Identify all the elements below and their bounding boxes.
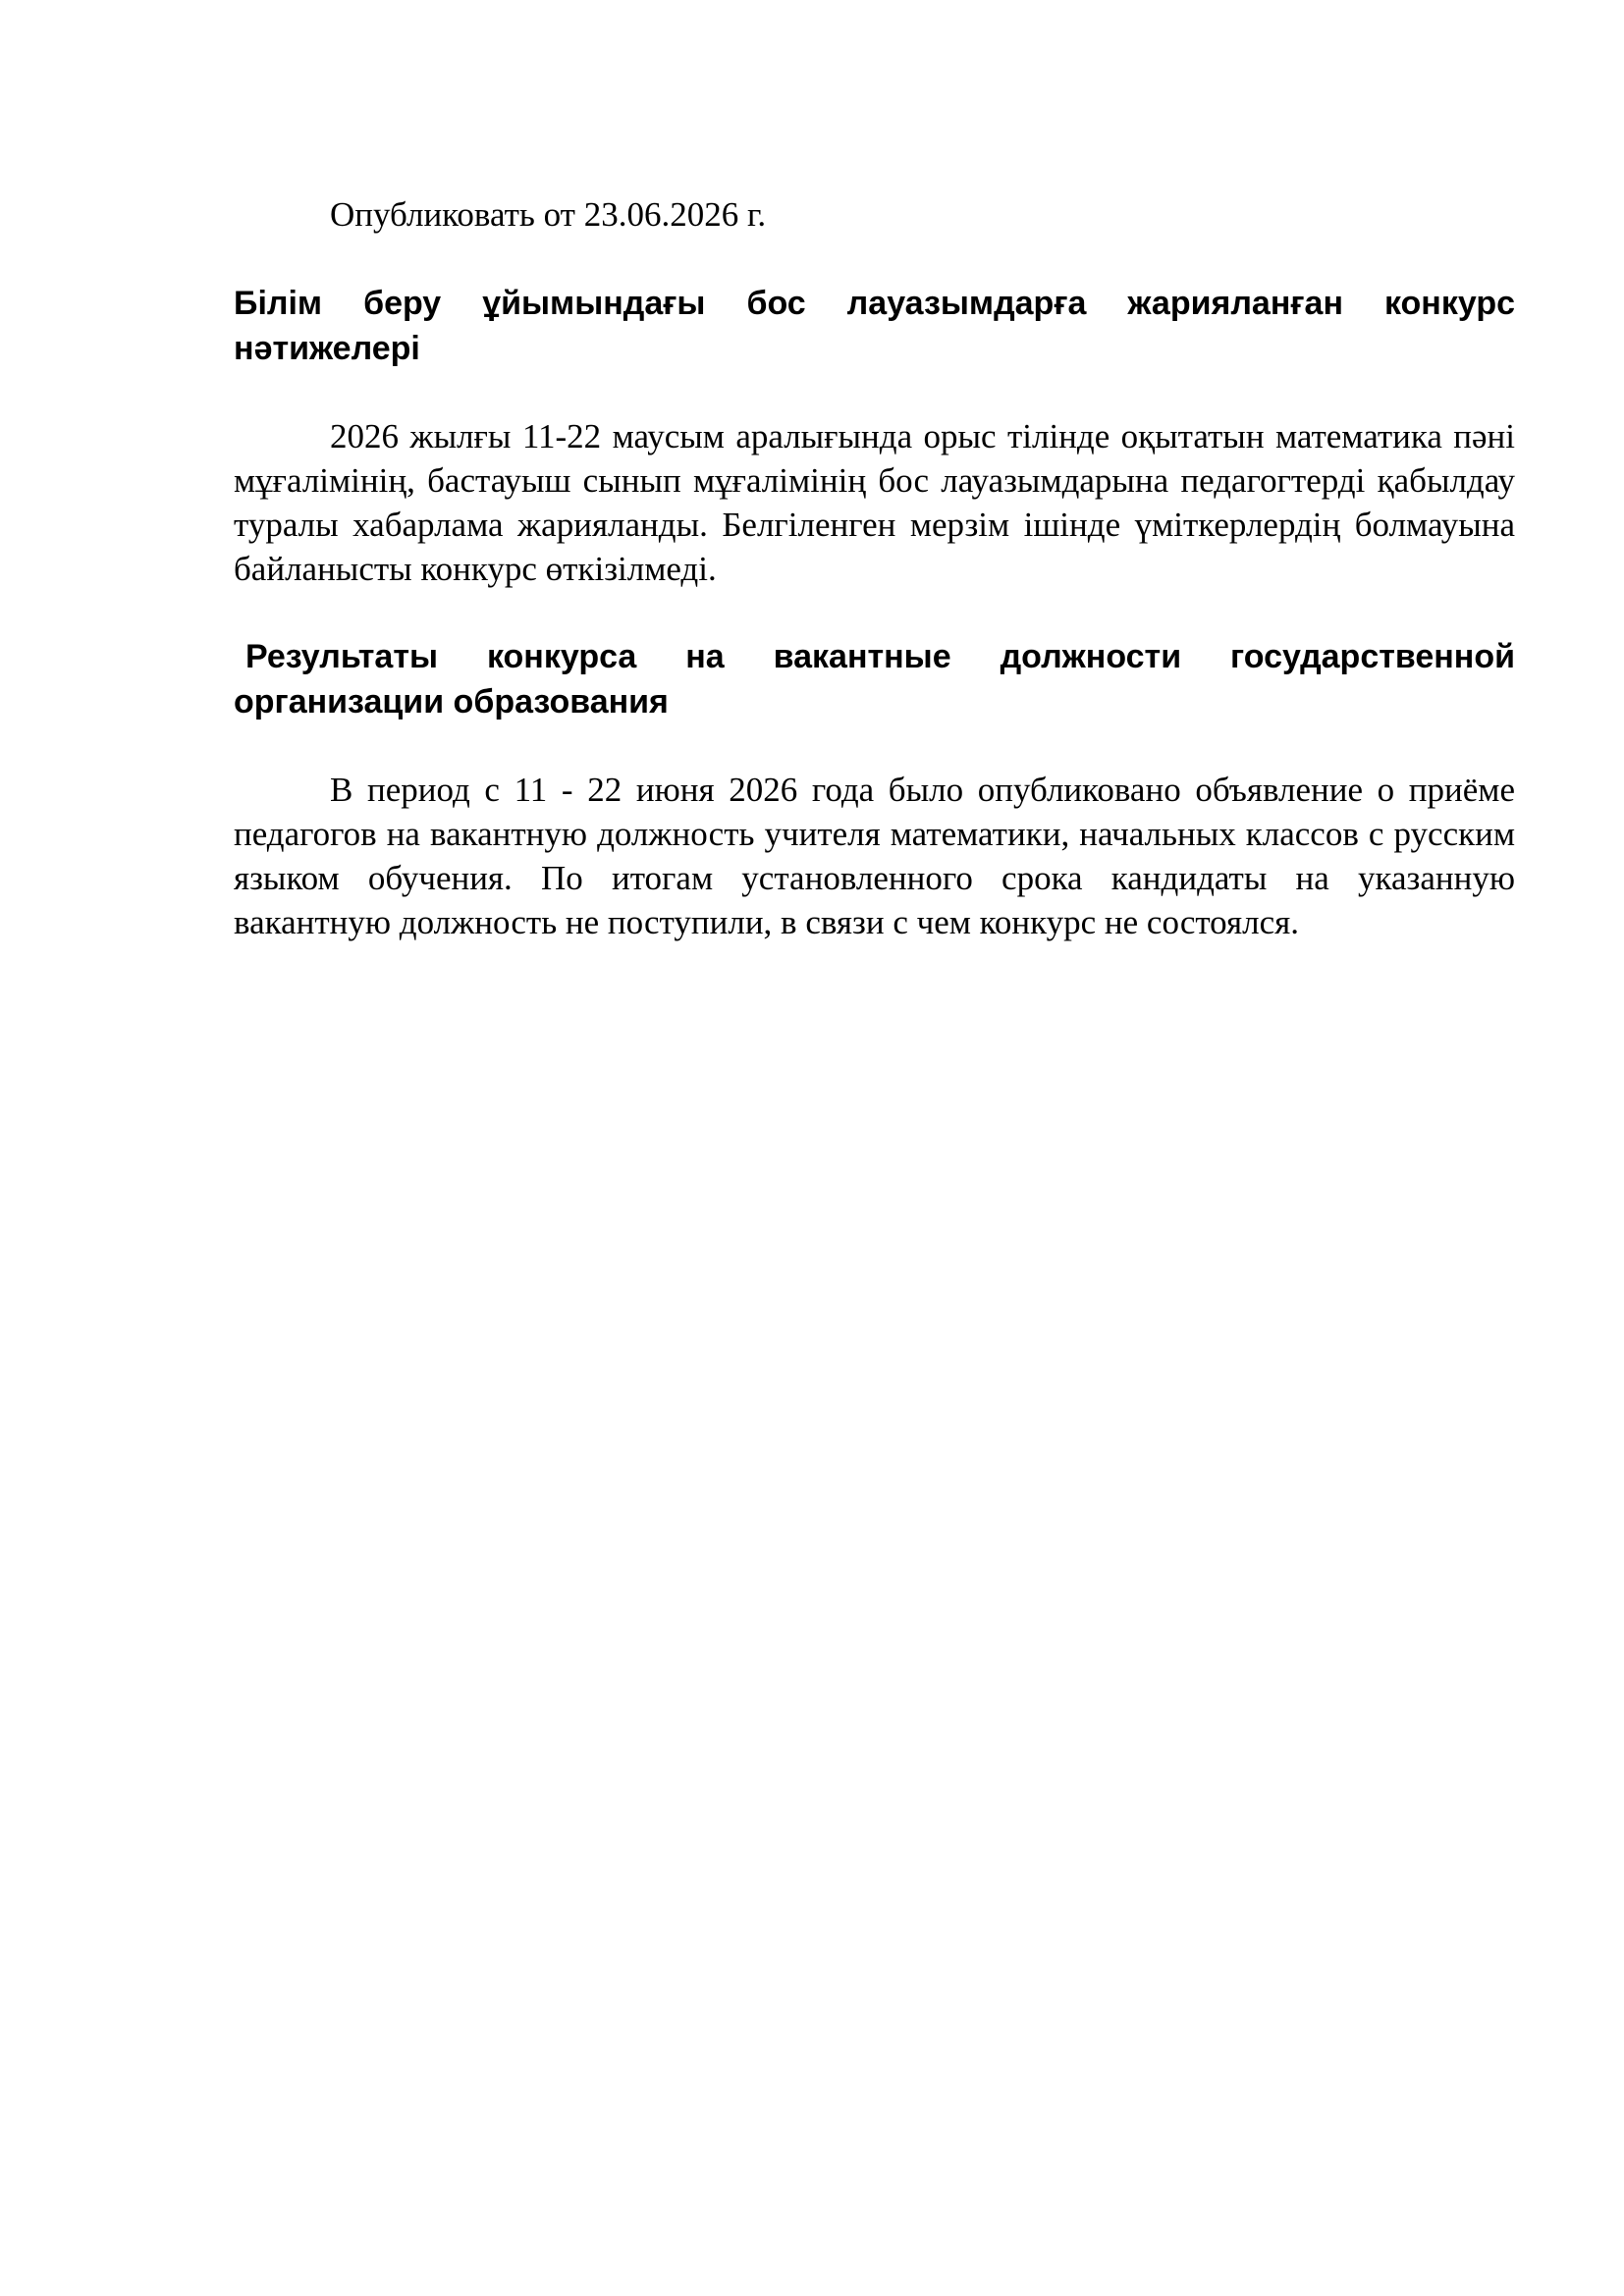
publish-date-line: Опубликовать от 23.06.2026 г. — [330, 195, 767, 234]
ru-section-body: В период с 11 - 22 июня 2026 года было опубликовано объявление о приёме педагогов на вакантную должность учителя математики, начальных классов с русским языком обучения. По итогам установленного срока кандидаты на указанную вакантную должность не поступили, в связи с чем конкурс не состоялся. — [234, 771, 1515, 941]
kz-section-body: 2026 жылғы 11-22 маусым аралығында орыс тілінде оқытатын математика пәні мұғалімінің, бастауыш сынып мұғалімінің бос лауазымдарына педагогтерді қабылдау туралы хабарлама жарияланды. Белгіленген мерзім ішінде үміткерлердің болмауына байланысты конкурс өткізілмеді. — [234, 417, 1515, 588]
kz-section-title: Білім беру ұйымындағы бос лауазымдарға жарияланған конкурс нәтижелері — [234, 285, 1515, 367]
ru-section-title: Результаты конкурса на вакантные должности государственной организации образования — [234, 638, 1515, 721]
document-content — [234, 192, 1515, 988]
